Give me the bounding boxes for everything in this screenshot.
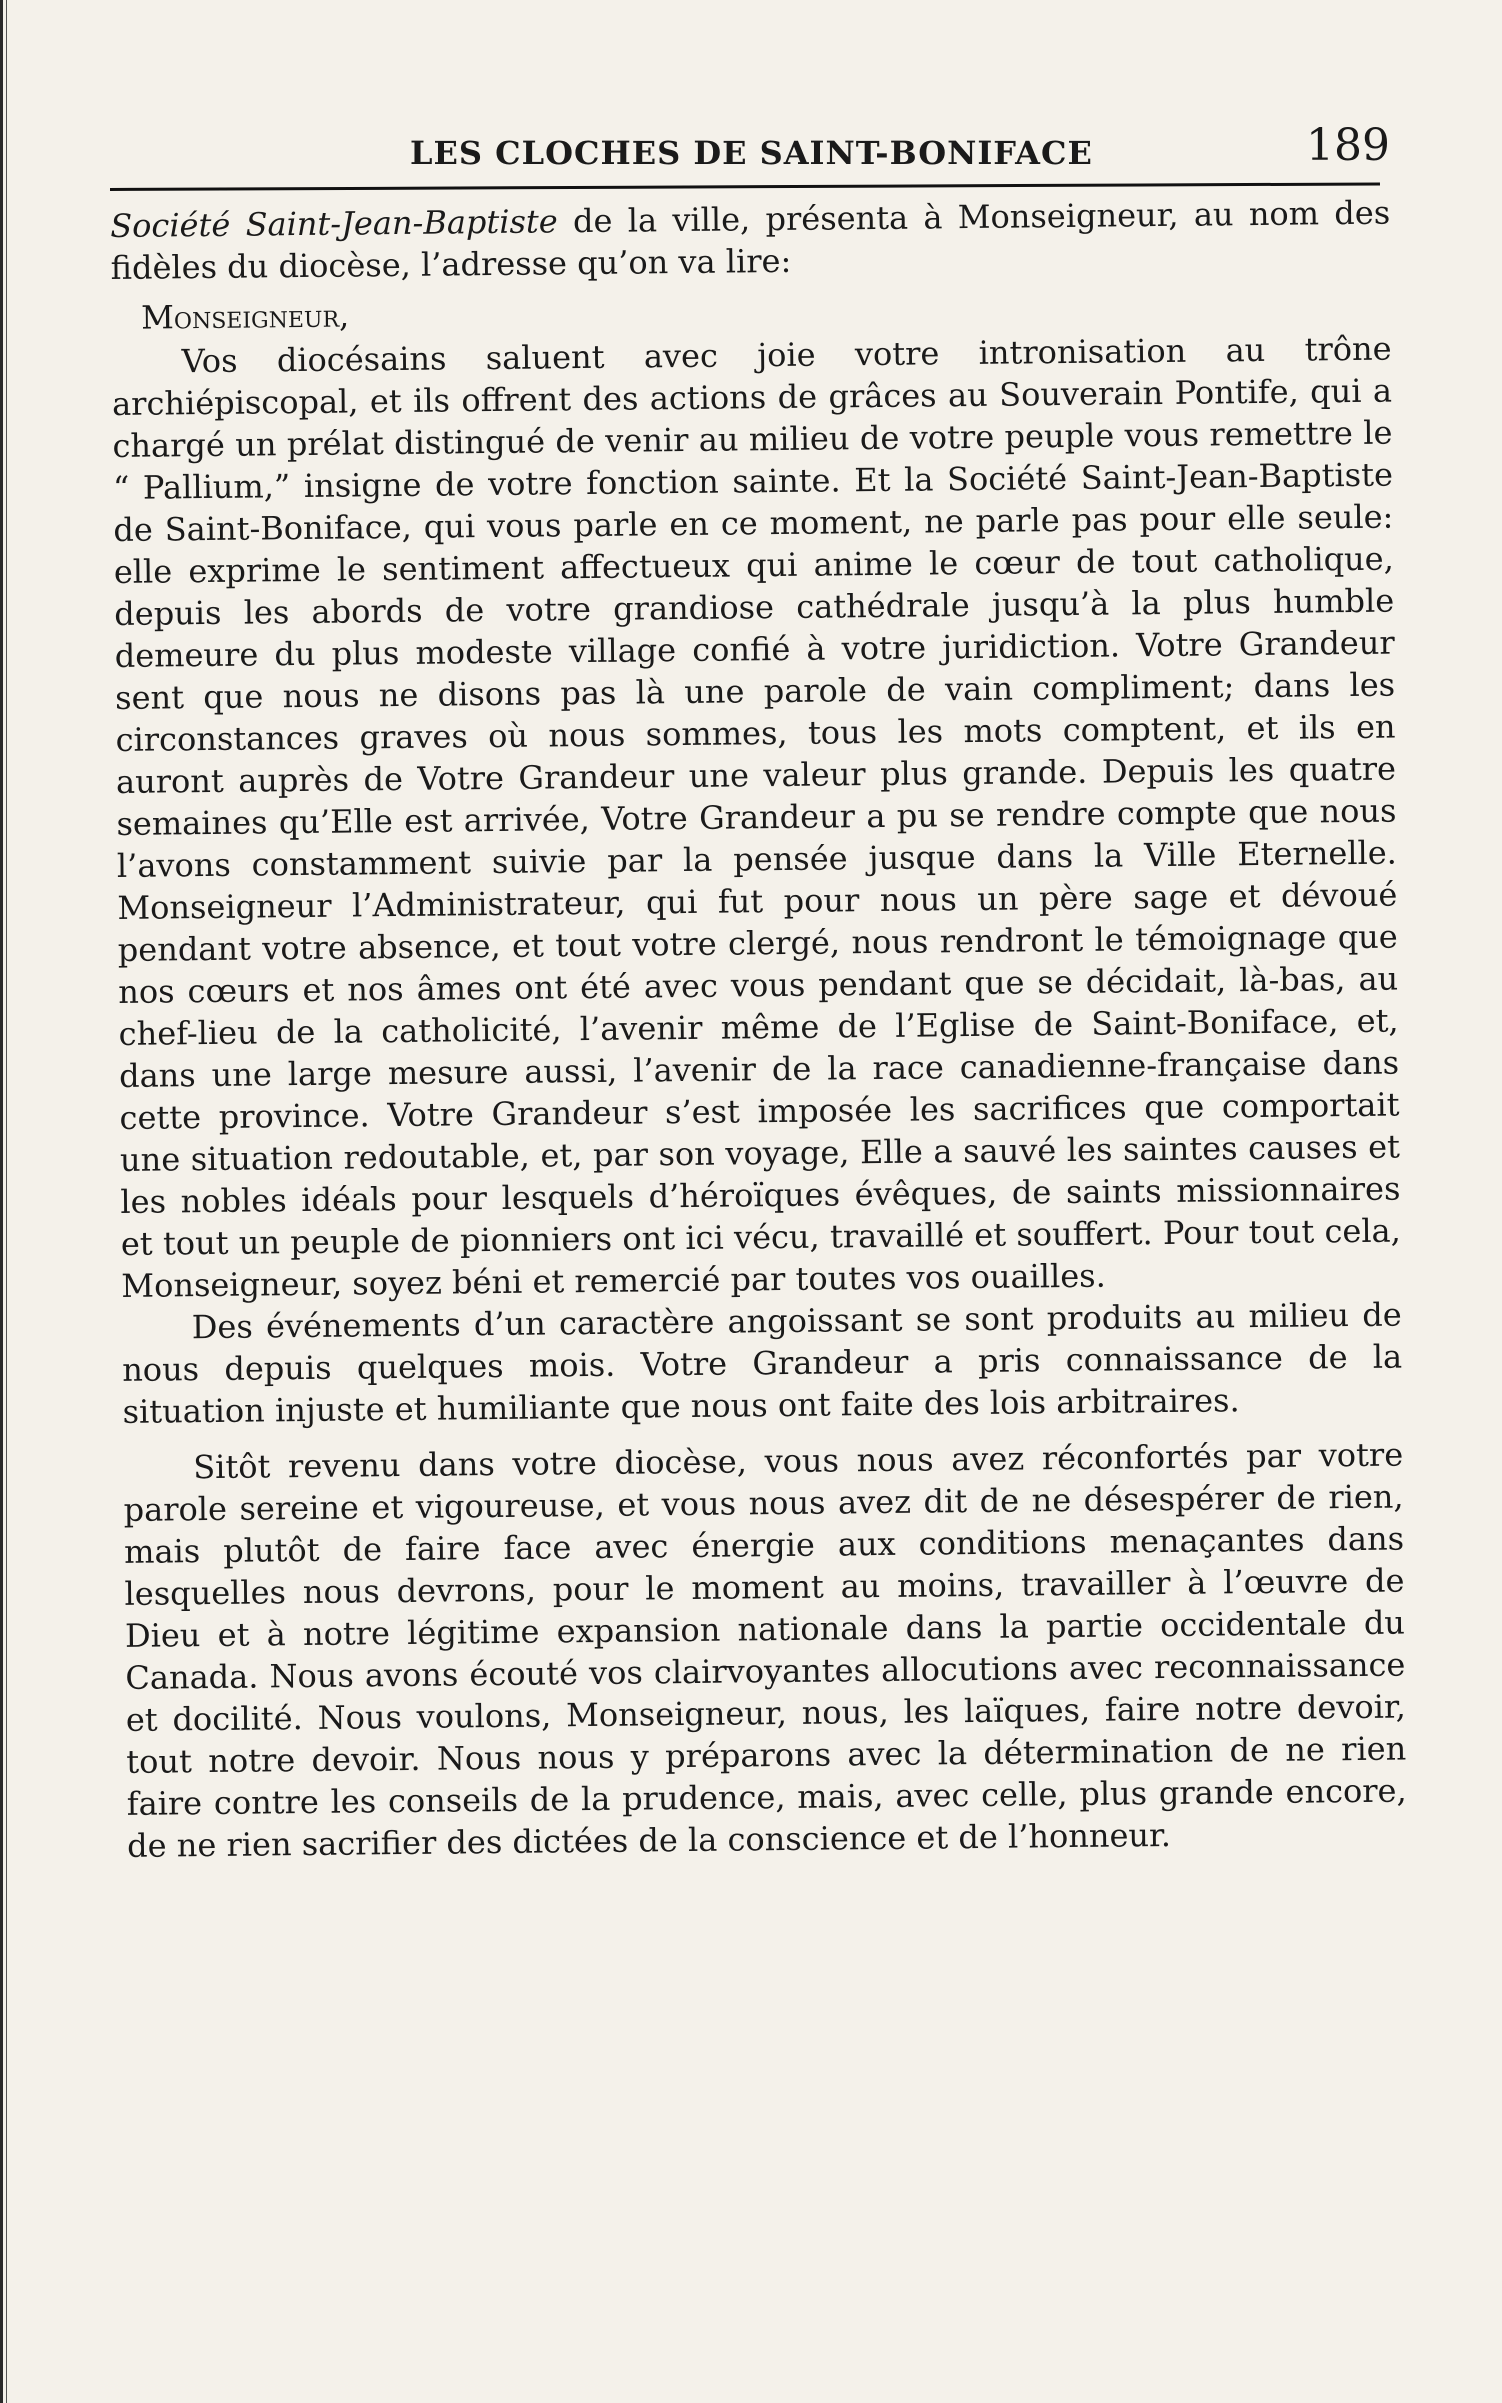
intro-text: de la ville, présenta à Monseigneur, au nom des fidèles du diocèse, l’adresse qu’on va lire: <box>110 193 1391 287</box>
running-head <box>110 120 1390 180</box>
running-title: LES CLOCHES DE SAINT-BONIFACE <box>410 134 1093 172</box>
header-rule <box>110 182 1380 191</box>
page-number: 189 <box>1306 120 1390 171</box>
society-name: Société Saint-Jean-Baptiste <box>110 202 558 245</box>
address-paragraph-2: Des événements d’un caractère angoissant se sont produits au milieu de nous depuis quelques mois. Votre Grandeur a pris connaissance de la situation injuste et humiliante que nous ont faite des lois arbitraires. <box>122 1295 1403 1431</box>
address-paragraph-3: Sitôt revenu dans votre diocèse, vous nous avez réconfortés par votre parole sereine et vigoureuse, et vous nous avez dit de ne désespérer de rien, mais plutôt de faire face avec énergie aux conditions menaçantes dans lesquelles nous devrons, pour le moment au moins, travailler à l’œuvre de Dieu et à notre légitime expansion nationale dans la partie occidentale du Canada. Nous avons écouté vos clairvoyantes allocutions avec reconnaissance et docilité. Nous voulons, Monseigneur, nous, les laïques, faire notre devoir, tout notre devoir. Nous nous y préparons avec la détermination de ne rien faire contre les conseils de la prudence, mais, avec celle, plus grande encore, de ne rien sacrifier des dictées de la conscience et de l’honneur. <box>123 1435 1407 1865</box>
intro-paragraph <box>110 192 1391 289</box>
page-binding-edge <box>0 0 14 2403</box>
address-paragraph-1: Vos diocésains saluent avec joie votre intronisation au trône archiépiscopal, et ils offrent des actions de grâces au Souverain Pontife, qui a chargé un prélat distingué de venir au milieu de votre peuple vous remettre le “ Pallium,” insigne de votre fonction sainte. Et la Société Saint-Jean-Baptiste de Saint-Boniface, qui vous parle en ce moment, ne parle pas pour elle seule: elle exprime le sentiment affectueux qui anime le cœur de tout catholique, depuis les abords de votre grandiose cathédrale jusqu’à la plus humble demeure du plus modeste village confié à votre juridiction. Votre Grandeur sent que nous ne disons pas là une parole de vain compliment; dans les circonstances graves où nous sommes, tous les mots comptent, et ils en auront auprès de Votre Grandeur une valeur plus grande. Depuis les quatre semaines qu’Elle est arrivée, Votre Grandeur a pu se rendre compte que nous l’avons constamment suivie par la pensée jusque dans la Ville Eternelle. Monseigneur l’Administrateur, qui fut pour nous un père sage et dévoué pendant votre absence, et tout votre clergé, nous rendront le témoignage que nos cœurs et nos âmes ont été avec vous pendant que se décidait, là-bas, au chef-lieu de la catholicité, l’avenir même de l’Eglise de Saint-Boniface, et, dans une large mesure aussi, l’avenir de la race canadienne-française dans cette province. Votre Grandeur s’est imposée les sacrifices que comportait une situation redoutable, et, par son voyage, Elle a sauvé les saintes causes et les nobles idéals pour lesquels d’héroïques évêques, de saints missionnaires et tout un peuple de pionniers ont ici vécu, travaillé et souffert. Pour tout cela, Monseigneur, soyez béni et remercié par toutes vos ouailles. <box>111 329 1402 1305</box>
page-body <box>110 192 1407 1867</box>
salutation: Monseigneur, <box>140 296 350 337</box>
